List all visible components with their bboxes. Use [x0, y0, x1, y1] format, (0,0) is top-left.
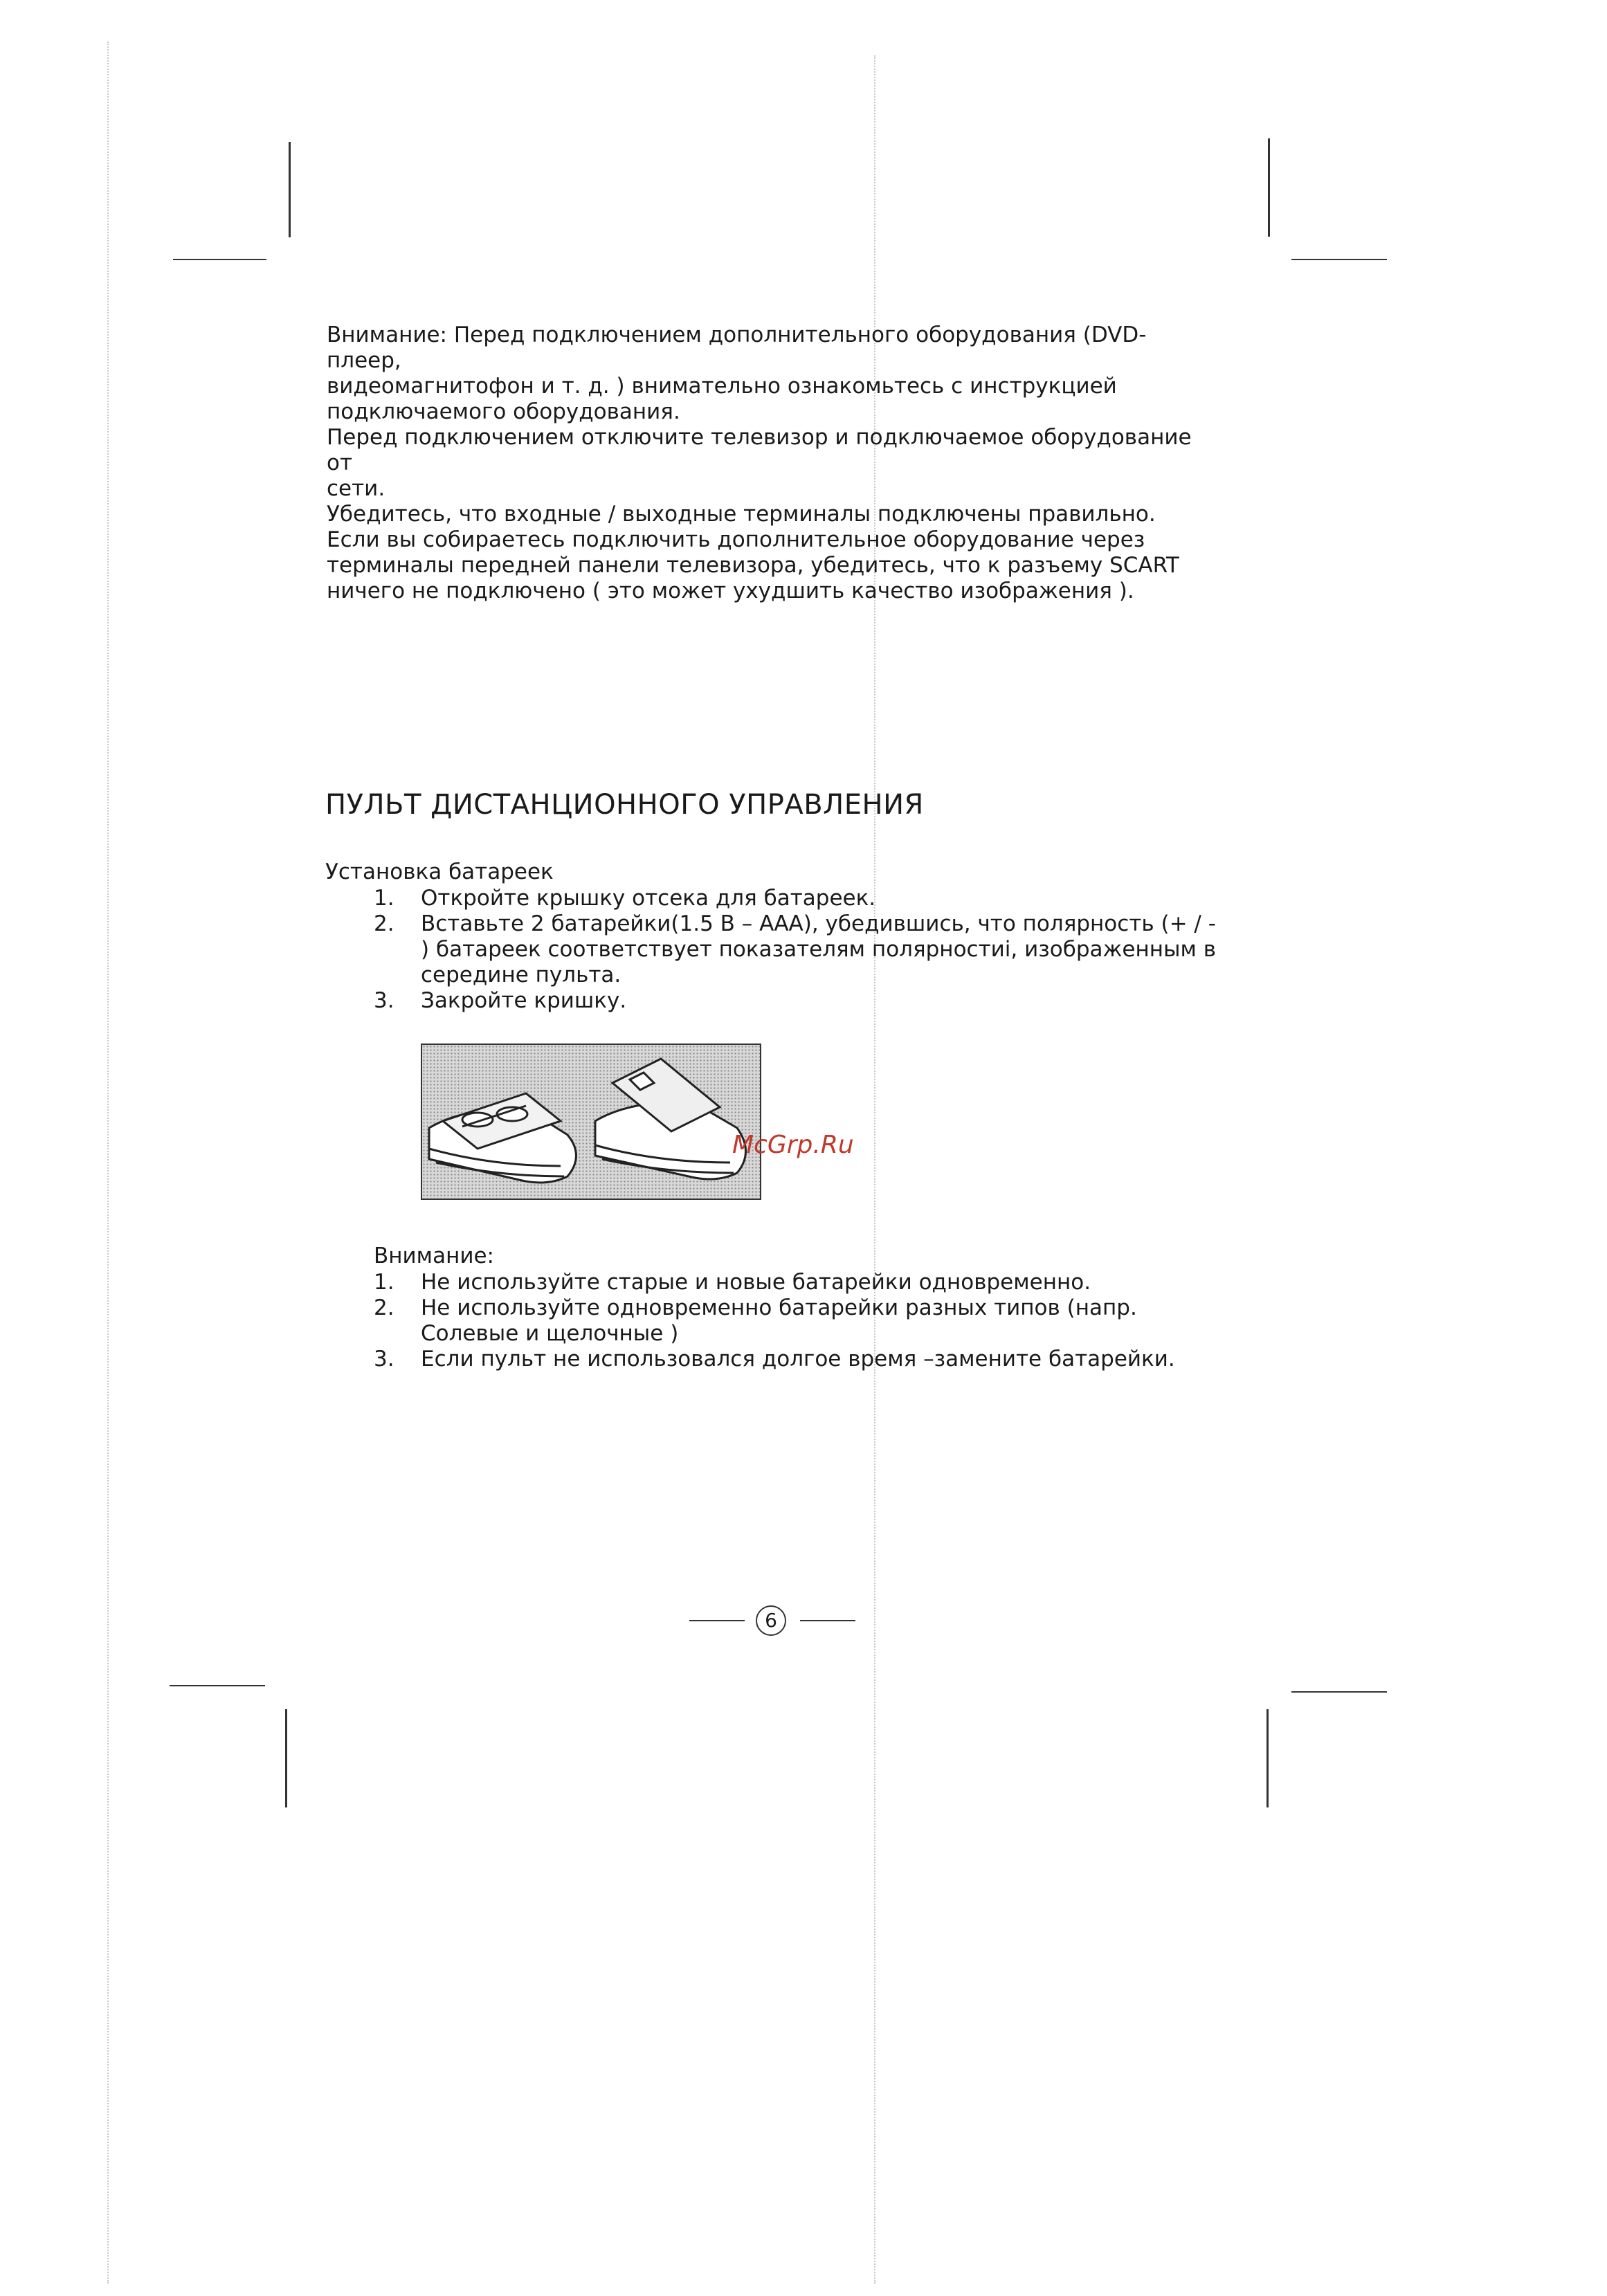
edge-guide — [107, 42, 109, 2284]
crop-mark — [1266, 1709, 1269, 1807]
item-text: Не используйте старые и новые батарейки одновременно. — [421, 1270, 1091, 1295]
list-item — [374, 1295, 1232, 1347]
list-item — [374, 1347, 1232, 1372]
item-text: Откройте крышку отсека для батареек. — [421, 886, 876, 911]
list-item — [374, 911, 1232, 988]
text-line: подключаемого оборудования. — [327, 399, 680, 424]
watermark: McGrp.Ru — [732, 1131, 854, 1159]
text-line: видеомагнитофон и т. д. ) внимательно ознакомьтесь с инструкцией — [327, 374, 1117, 399]
text-line: Перед подключением отключите телевизор и подключаемое оборудование от — [327, 425, 1192, 475]
section-heading: ПУЛЬТ ДИСТАНЦИОННОГО УПРАВЛЕНИЯ — [325, 789, 924, 821]
crop-mark — [285, 1709, 287, 1807]
item-text: середине пульта. — [421, 963, 621, 987]
page-number-dash — [689, 1620, 745, 1621]
item-number: 2. — [374, 1295, 394, 1320]
page-number-dash — [800, 1620, 855, 1621]
item-text: Закройте кришку. — [421, 988, 627, 1013]
text-line: сети. — [327, 476, 385, 501]
list-item — [374, 1270, 1232, 1295]
crop-mark — [1291, 259, 1387, 260]
text-line: Убедитесь, что входные / выходные терминалы подключены правильно. — [327, 502, 1156, 527]
remote-drawing-icon — [422, 1045, 760, 1199]
text-line: Внимание: Перед подключением дополнительного оборудования (DVD-плеер, — [327, 322, 1147, 373]
crop-mark — [289, 142, 291, 237]
text-line: ничего не подключено ( это может ухудшить качество изображения ). — [327, 578, 1134, 603]
crop-mark — [173, 259, 266, 260]
text-line: терминалы передней панели телевизора, убедитесь, что к разъему SCART — [327, 553, 1179, 578]
intro-paragraph — [327, 322, 1219, 604]
crop-mark — [170, 1685, 265, 1686]
item-text: Не используйте одновременно батарейки разных типов (напр. — [421, 1295, 1137, 1320]
item-text: Солевые и щелочные ) — [421, 1321, 679, 1346]
item-text: ) батареек соответствует показателям полярностиі, изображенным в — [421, 937, 1217, 962]
crop-mark — [1268, 138, 1270, 237]
item-text: Если пульт не использовался долгое время –замените батарейки. — [421, 1347, 1175, 1372]
item-number: 3. — [374, 1347, 394, 1372]
list-item — [374, 886, 1232, 911]
attention-title: Внимание: — [374, 1243, 494, 1268]
item-text: Вставьте 2 батарейки(1.5 В – ААА), убедившись, что полярность (+ / - — [421, 911, 1216, 936]
item-number: 3. — [374, 988, 394, 1013]
text-line: Если вы собираетесь подключить дополнительное оборудование через — [327, 527, 1145, 552]
install-steps — [374, 886, 1232, 1014]
page-number — [689, 1600, 855, 1641]
item-number: 1. — [374, 886, 394, 911]
install-title: Установка батареек — [325, 859, 554, 884]
page-number-circle: 6 — [756, 1605, 786, 1636]
crop-mark — [1291, 1691, 1387, 1693]
battery-illustration — [421, 1044, 761, 1200]
attention-list — [374, 1270, 1232, 1372]
item-number: 1. — [374, 1270, 394, 1295]
item-number: 2. — [374, 911, 394, 936]
list-item — [374, 988, 1232, 1014]
